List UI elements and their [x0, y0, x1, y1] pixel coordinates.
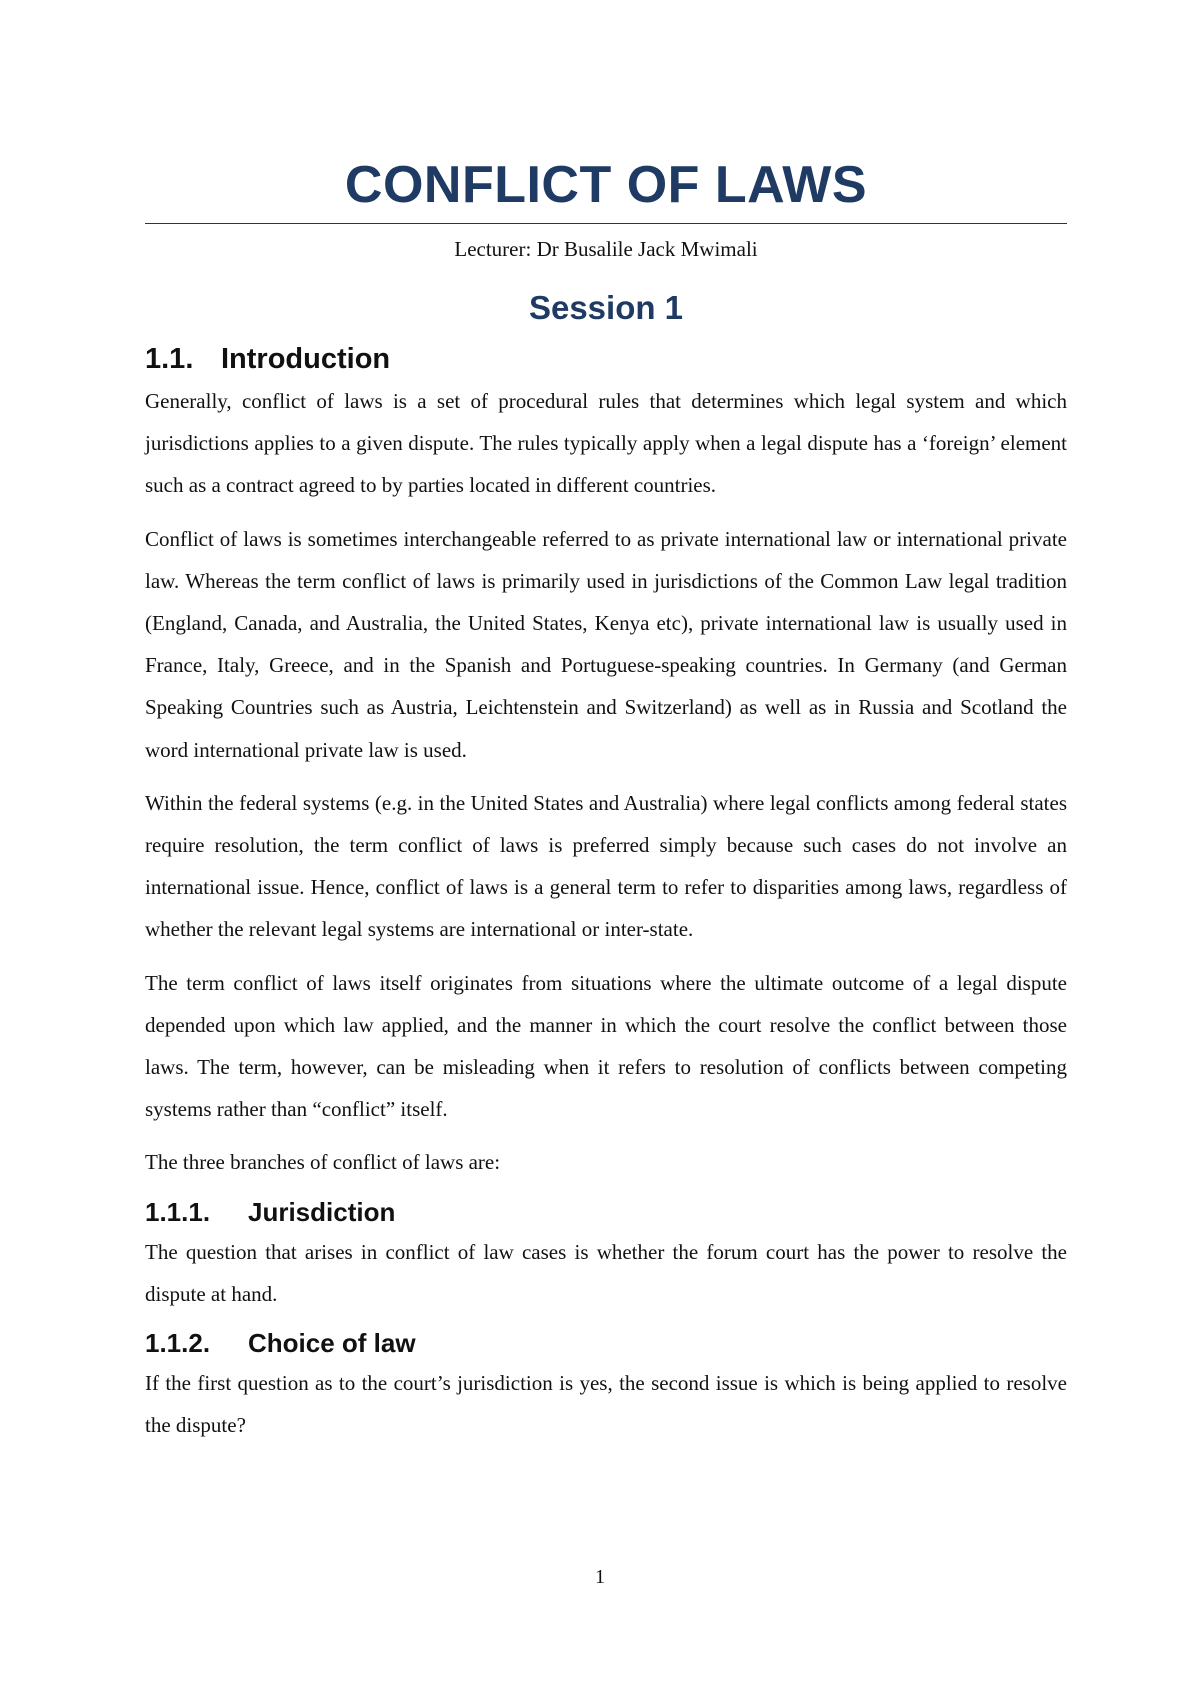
subsection-title: Jurisdiction — [248, 1196, 396, 1227]
page-content — [145, 155, 1067, 1457]
lecturer-line: Lecturer: Dr Busalile Jack Mwimali — [454, 237, 758, 261]
section-number: 1.1. — [145, 343, 194, 375]
paragraph: Conflict of laws is sometimes interchangeable referred to as private international law or international private law. Whereas the term conflict of laws is primarily used in jurisdictions of the Common Law legal tradition (England, Canada, and Australia, the United States, Kenya etc), private international law is usually used in France, Italy, Greece, and in the Spanish and Portuguese-speaking countries. In Germany (and German Speaking Countries such as Austria, Leichtenstein and Switzerland) as well as in Russia and Scotland the word international private law is used. — [145, 526, 1067, 762]
paragraph: If the first question as to the court’s jurisdiction is yes, the second issue is which is being applied to resolve the dispute? — [145, 1371, 1067, 1438]
subsection-heading-jurisdiction — [145, 1195, 1067, 1229]
paragraph: The three branches of conflict of laws are: — [145, 1150, 501, 1175]
section-title: Introduction — [221, 343, 391, 375]
subsection-number: 1.1.2. — [145, 1328, 211, 1359]
paragraph: Generally, conflict of laws is a set of procedural rules that determines which legal system and which jurisdictions applies to a given dispute. The rules typically apply when a legal dispute has a ‘foreign’ element such as a contract agreed to by parties located in different countries. — [145, 389, 1067, 498]
document-title: CONFLICT OF LAWS — [145, 155, 1067, 224]
subsection-heading-choice-of-law — [145, 1326, 1067, 1360]
page-number: 1 — [595, 1566, 605, 1588]
subsection-number: 1.1.1. — [145, 1196, 211, 1227]
paragraph: Within the federal systems (e.g. in the United States and Australia) where legal conflicts among federal states require resolution, the term conflict of laws is preferred simply because such cases do not involve an international issue. Hence, conflict of laws is a general term to refer to disparities among laws, regardless of whether the relevant legal systems are international or inter-state. — [145, 790, 1067, 942]
section-heading-introduction — [145, 340, 1067, 378]
session-heading: Session 1 — [528, 289, 684, 326]
subsection-title: Choice of law — [248, 1328, 416, 1359]
paragraph: The question that arises in conflict of law cases is whether the forum court has the power to resolve the dispute at hand. — [145, 1239, 1067, 1306]
paragraph: The term conflict of laws itself originates from situations where the ultimate outcome of a legal dispute depended upon which law applied, and the manner in which the court resolve the conflict between those laws. The term, however, can be misleading when it refers to resolution of conflicts between competing systems rather than “conflict” itself. — [145, 970, 1067, 1122]
